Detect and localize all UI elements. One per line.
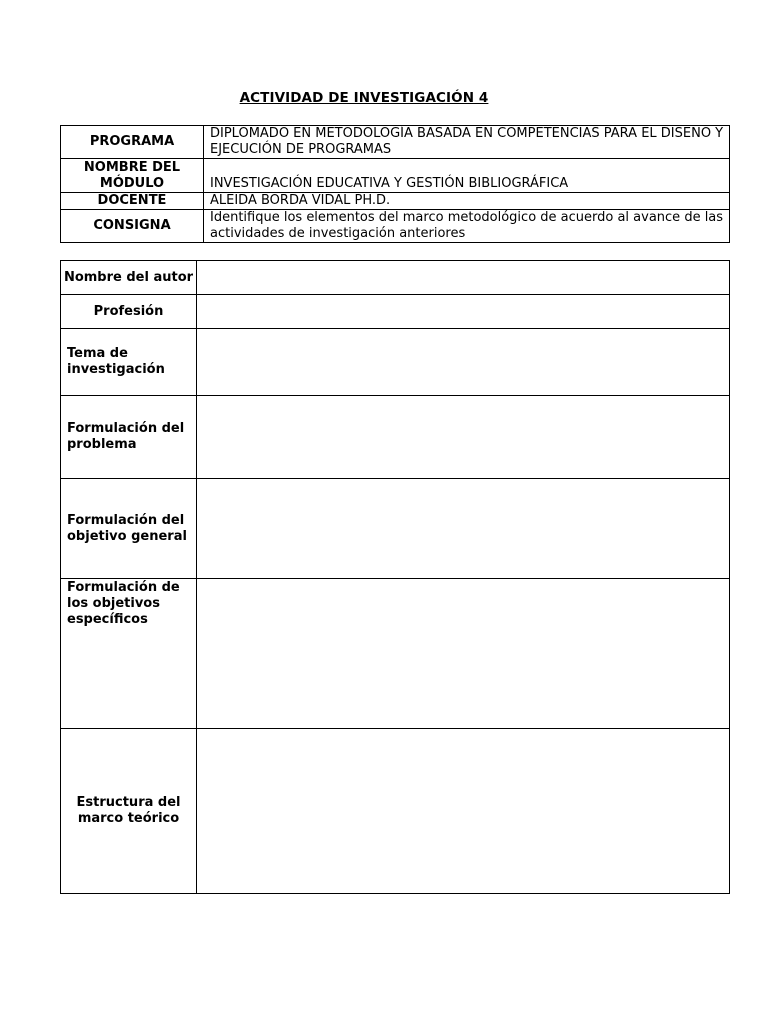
profesion-label: Profesión (61, 295, 197, 329)
program-info-table (60, 125, 730, 243)
info-row-docente (61, 193, 730, 210)
form-row-objetivos-especificos (61, 579, 730, 729)
tema-label: Tema de investigación (61, 329, 197, 396)
programa-value: DIPLOMADO EN METODOLOGÍA BASADA EN COMPETENCIAS PARA EL DISEÑO Y EJECUCIÓN DE PROGRAMAS (204, 126, 730, 159)
form-row-tema (61, 329, 730, 396)
form-row-profesion (61, 295, 730, 329)
marco-teorico-label: Estructura del marco teórico (61, 729, 197, 894)
form-row-marco-teorico (61, 729, 730, 894)
tema-field[interactable] (197, 329, 730, 396)
programa-label: PROGRAMA (61, 126, 204, 159)
problema-label: Formulación del problema (61, 396, 197, 479)
docente-value: ALEIDA BORDA VIDAL PH.D. (204, 193, 730, 210)
objetivos-especificos-field[interactable] (197, 579, 730, 729)
form-row-autor (61, 261, 730, 295)
info-row-programa (61, 126, 730, 159)
profesion-field[interactable] (197, 295, 730, 329)
docente-label: DOCENTE (61, 193, 204, 210)
marco-teorico-field[interactable] (197, 729, 730, 894)
info-row-modulo (61, 159, 730, 193)
form-row-problema (61, 396, 730, 479)
info-row-consigna (61, 210, 730, 243)
form-row-objetivo-general (61, 479, 730, 579)
document-title: ACTIVIDAD DE INVESTIGACIÓN 4 (239, 90, 489, 106)
research-form-table (60, 260, 730, 894)
consigna-value: Identifique los elementos del marco metodológico de acuerdo al avance de las actividades de investigación anteriores (204, 210, 730, 243)
modulo-label: NOMBRE DEL MÓDULO (61, 159, 204, 193)
objetivo-general-label: Formulación del objetivo general (61, 479, 197, 579)
objetivos-especificos-label: Formulación de los objetivos específicos (61, 579, 197, 729)
objetivo-general-field[interactable] (197, 479, 730, 579)
autor-label: Nombre del autor (61, 261, 197, 295)
modulo-value: INVESTIGACIÓN EDUCATIVA Y GESTIÓN BIBLIOGRÁFICA (204, 159, 730, 193)
consigna-label: CONSIGNA (61, 210, 204, 243)
problema-field[interactable] (197, 396, 730, 479)
autor-field[interactable] (197, 261, 730, 295)
